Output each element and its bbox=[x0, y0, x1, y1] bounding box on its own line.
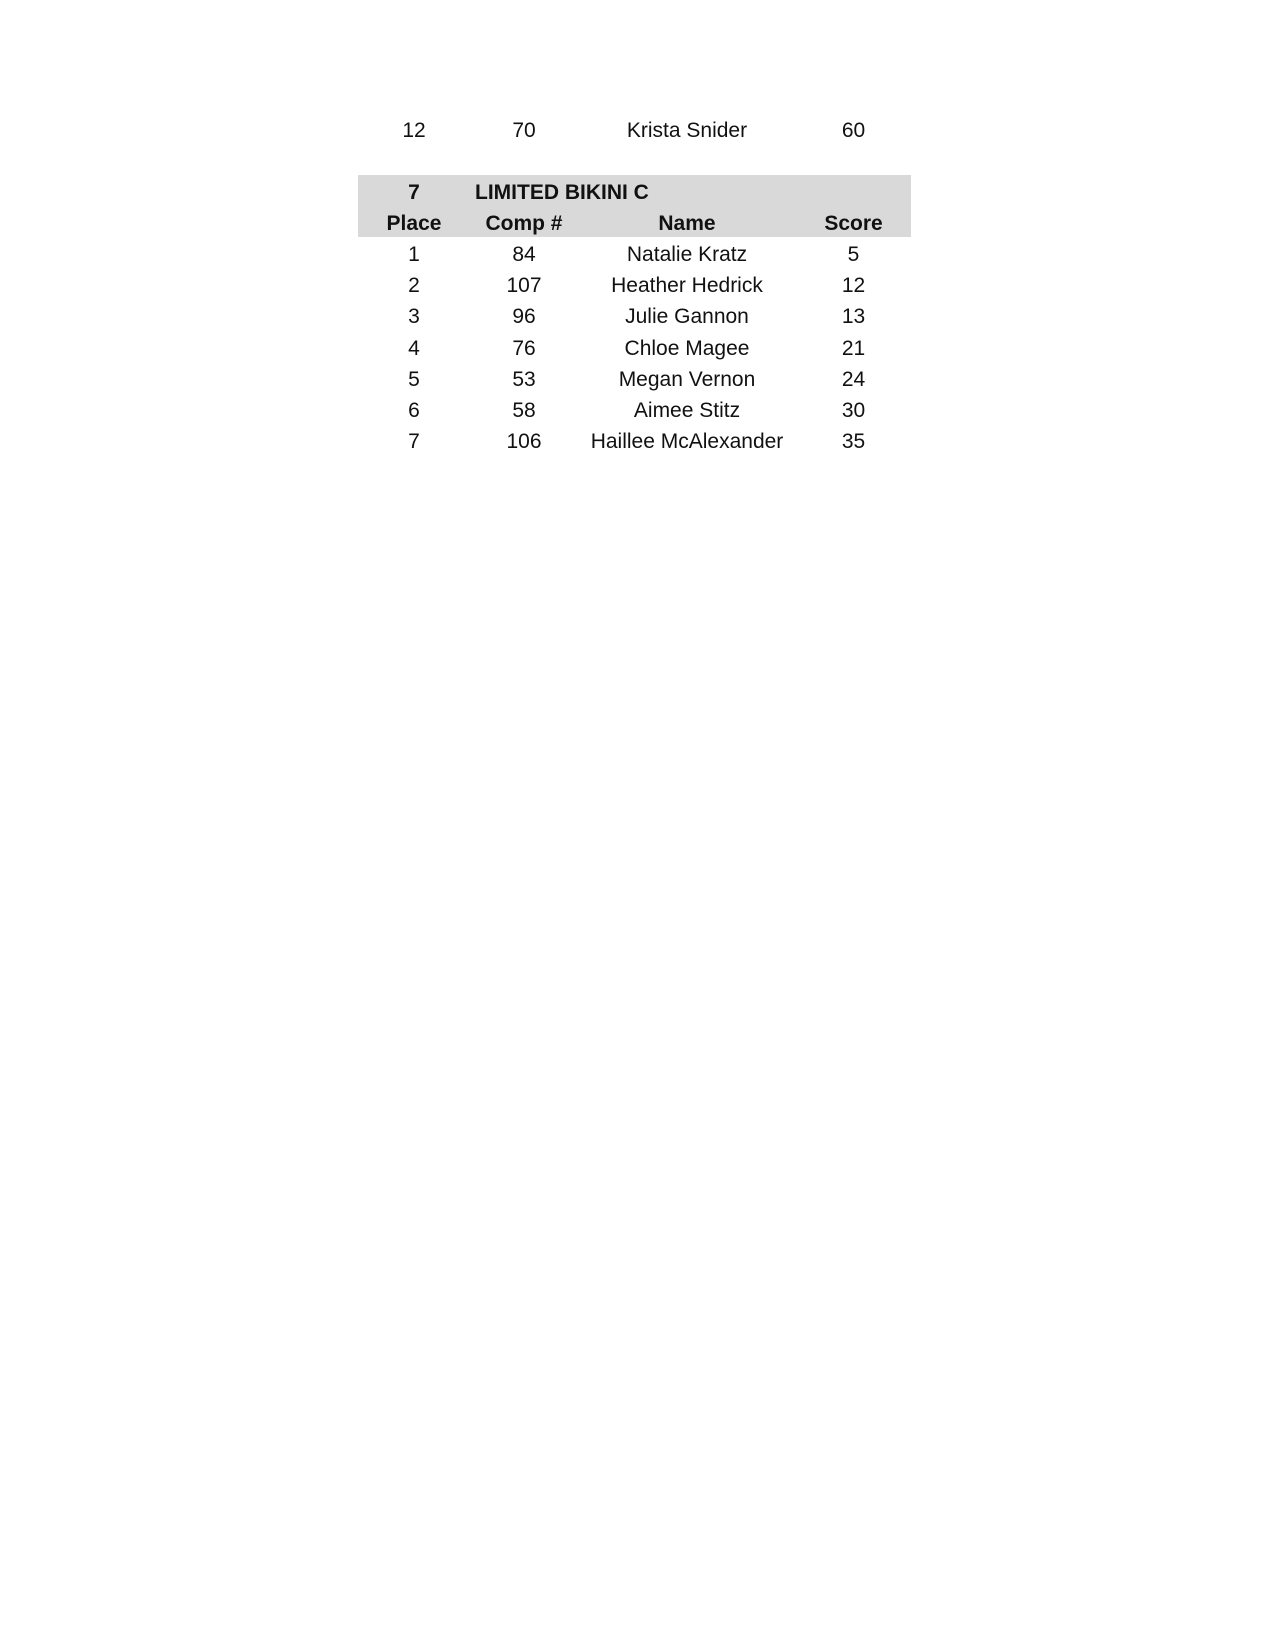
table-row bbox=[358, 395, 911, 426]
header-comp-number: Comp # bbox=[485, 212, 563, 235]
table-row bbox=[358, 270, 911, 301]
table-row bbox=[358, 364, 911, 395]
comp-number-cell: 106 bbox=[506, 430, 542, 453]
score-cell: 5 bbox=[847, 243, 860, 266]
comp-number-cell: 58 bbox=[512, 399, 536, 422]
score-cell: 35 bbox=[841, 430, 866, 453]
section-number: 7 bbox=[408, 181, 420, 204]
competitor-name-cell: Natalie Kratz bbox=[626, 243, 748, 266]
section-title: LIMITED BIKINI C bbox=[475, 181, 649, 204]
comp-number-cell: 76 bbox=[512, 337, 536, 360]
place-cell: 5 bbox=[408, 368, 420, 391]
place-cell: 7 bbox=[408, 430, 420, 453]
score-cell: 24 bbox=[841, 368, 866, 391]
table-row bbox=[358, 333, 911, 364]
score-cell: 13 bbox=[841, 305, 866, 328]
score-cell: 21 bbox=[841, 337, 866, 360]
header-score: Score bbox=[824, 212, 883, 235]
comp-number-cell: 53 bbox=[512, 368, 536, 391]
competitor-name-cell: Krista Snider bbox=[626, 119, 748, 142]
competitor-name-cell: Julie Gannon bbox=[625, 305, 749, 328]
column-header-row bbox=[358, 208, 911, 239]
competitor-name-cell: Heather Hedrick bbox=[611, 274, 763, 297]
section-title-row bbox=[358, 177, 911, 208]
place-cell: 2 bbox=[408, 274, 420, 297]
score-cell: 12 bbox=[841, 274, 866, 297]
competitor-name-cell: Megan Vernon bbox=[618, 368, 756, 391]
place-cell: 3 bbox=[408, 305, 420, 328]
header-place: Place bbox=[386, 212, 442, 235]
score-cell: 30 bbox=[841, 399, 866, 422]
place-cell: 6 bbox=[408, 399, 420, 422]
table-row bbox=[358, 426, 911, 457]
comp-number-cell: 70 bbox=[512, 119, 536, 142]
place-cell: 4 bbox=[408, 337, 420, 360]
header-name: Name bbox=[658, 212, 716, 235]
table-row bbox=[358, 301, 911, 332]
table-row bbox=[358, 115, 911, 146]
competitor-name-cell: Aimee Stitz bbox=[633, 399, 741, 422]
competitor-name-cell: Haillee McAlexander bbox=[590, 430, 784, 453]
competitor-name-cell: Chloe Magee bbox=[624, 337, 750, 360]
place-cell: 1 bbox=[408, 243, 420, 266]
comp-number-cell: 84 bbox=[512, 243, 536, 266]
score-cell: 60 bbox=[841, 119, 866, 142]
comp-number-cell: 107 bbox=[506, 274, 542, 297]
table-row bbox=[358, 239, 911, 270]
comp-number-cell: 96 bbox=[512, 305, 536, 328]
place-cell: 12 bbox=[402, 119, 426, 142]
